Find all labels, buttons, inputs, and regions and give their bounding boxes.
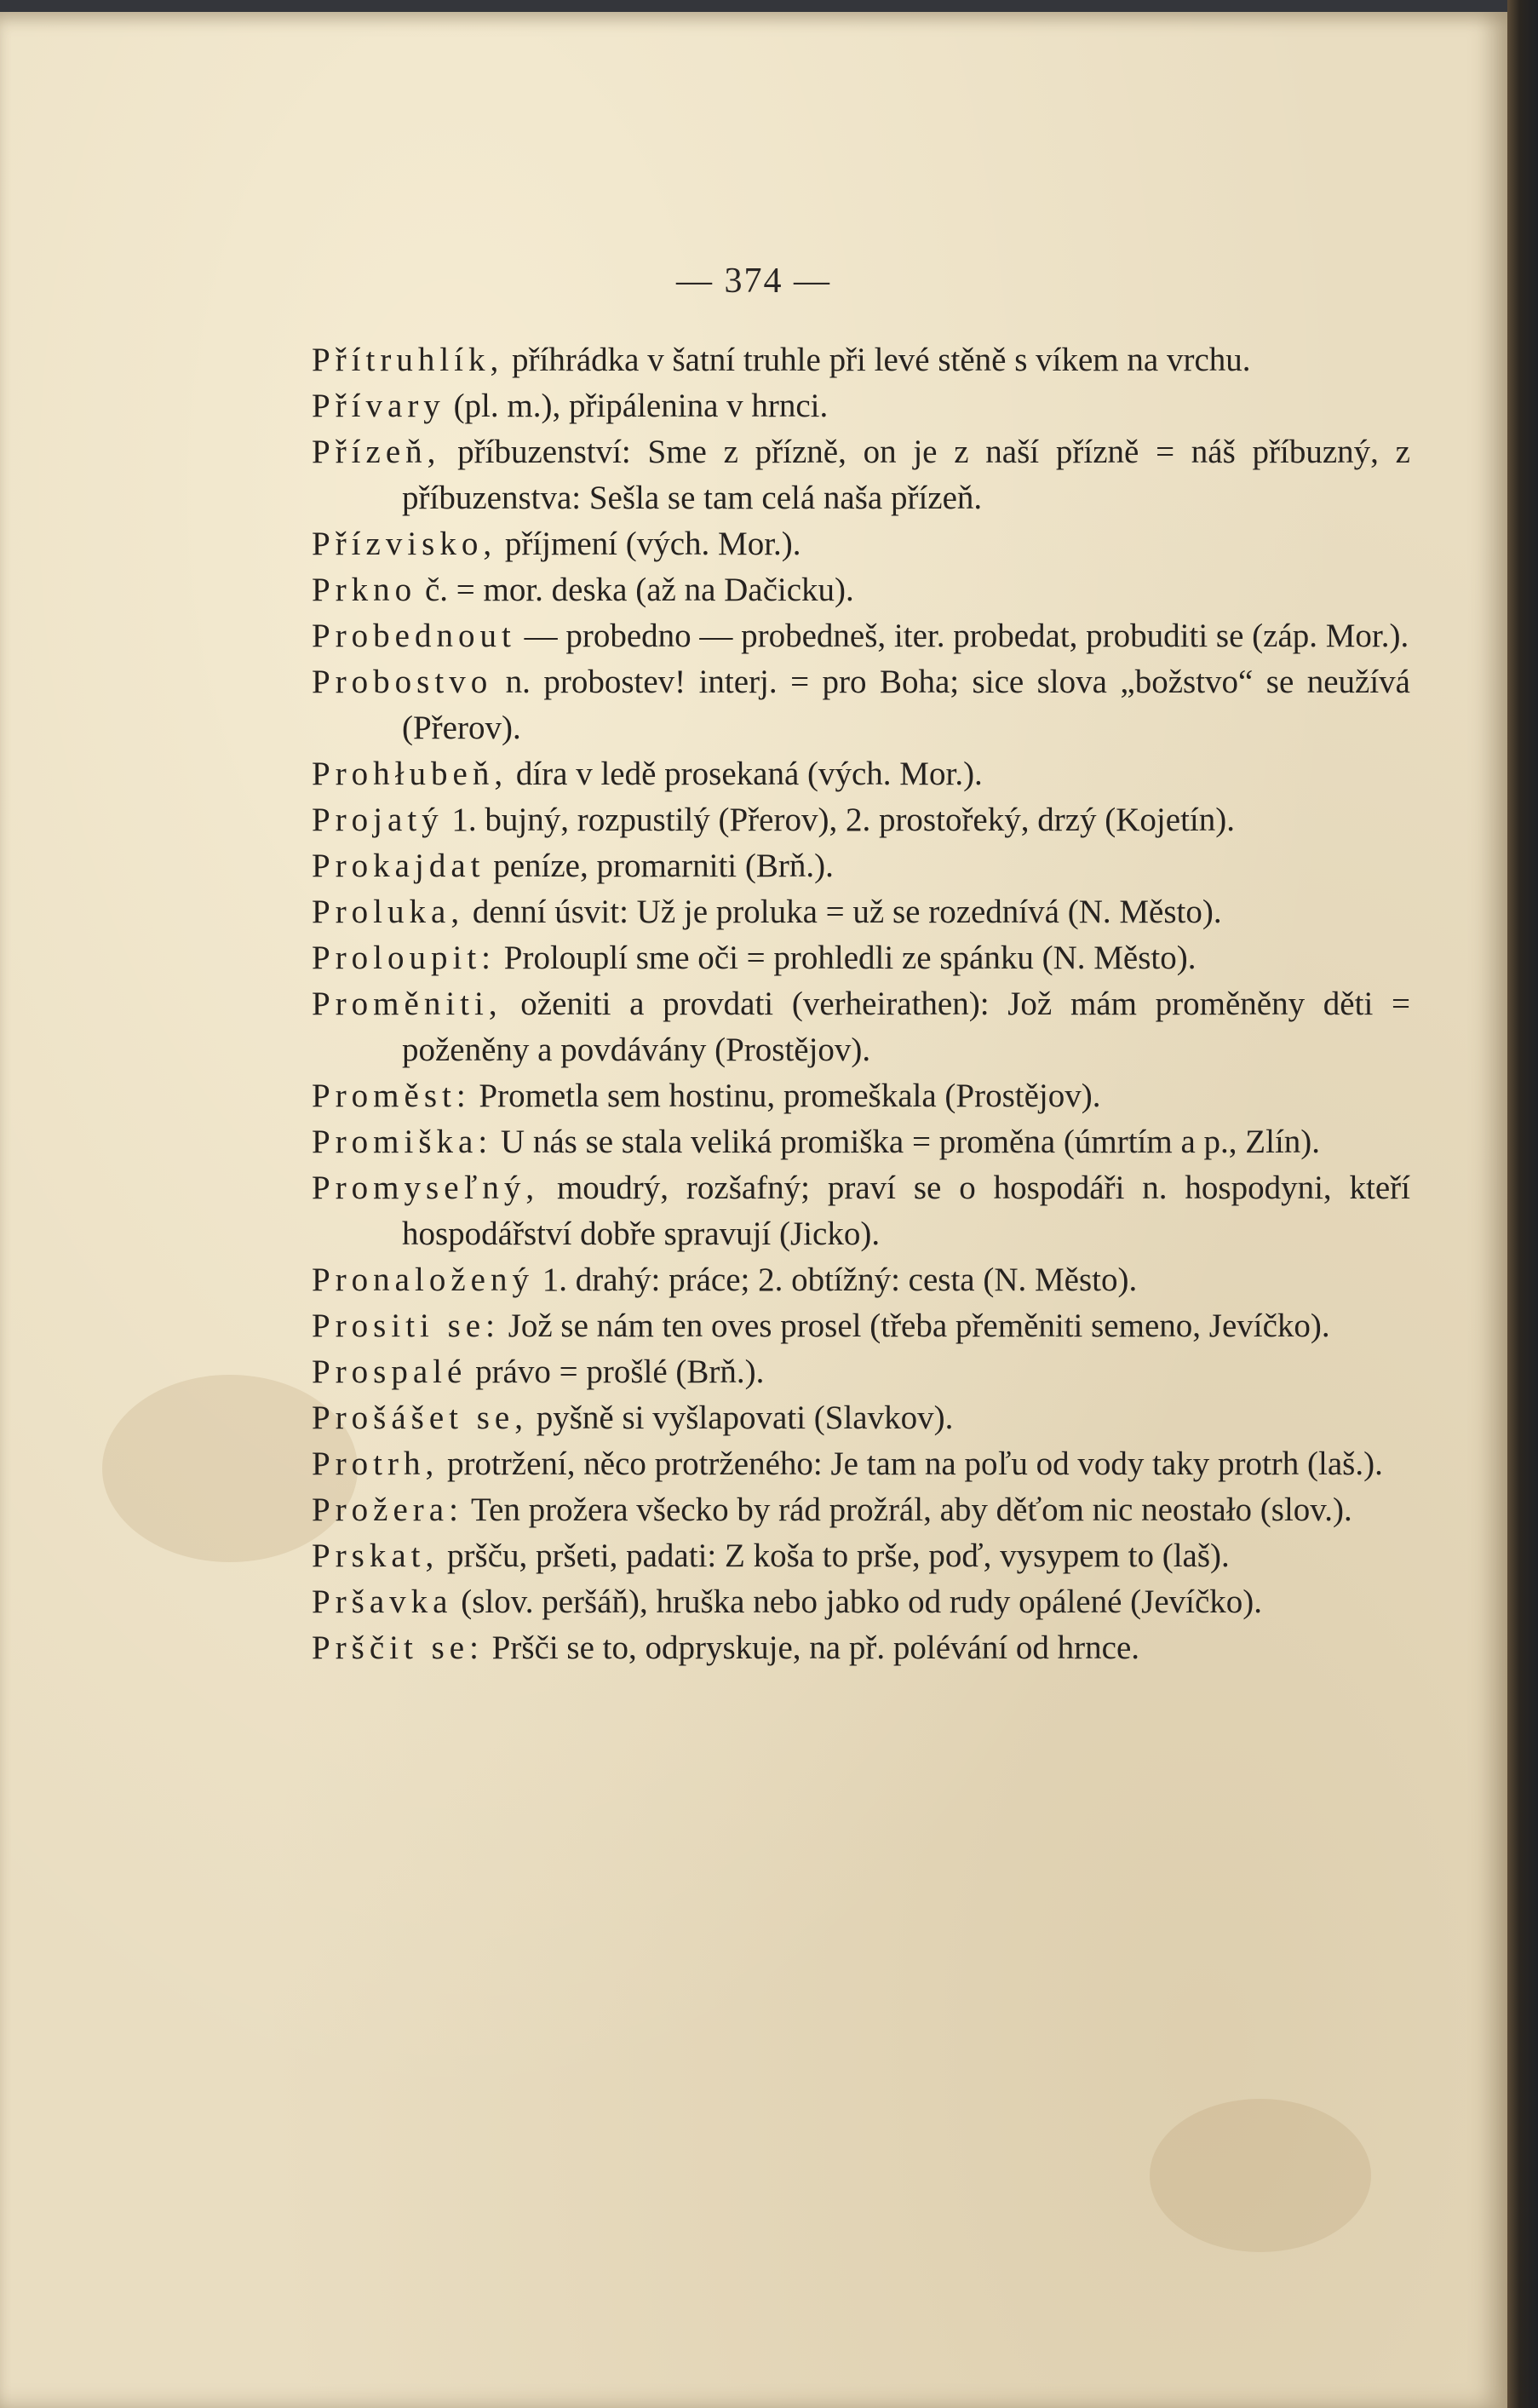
entry-headword: Prskat,: [312, 1537, 439, 1574]
entry-headword: Pronaložený: [312, 1261, 534, 1298]
dictionary-entry: [312, 797, 1410, 843]
entry-headword: Probednout: [312, 618, 516, 654]
entry-definition: č. = mor. deska (až na Dačicku).: [416, 572, 854, 608]
dictionary-entry: [312, 843, 1410, 889]
entry-headword: Probostvo: [312, 664, 493, 700]
dictionary-entry: [312, 1349, 1410, 1395]
entry-headword: Projatý: [312, 802, 444, 838]
dictionary-entry: [312, 751, 1410, 797]
entry-definition: právo = prošlé (Brň.).: [467, 1353, 765, 1390]
entry-definition: denní úsvit: Už je proluka = už se rozednívá (N. Město).: [464, 894, 1222, 930]
entry-definition: příhrádka v šatní truhle při levé stěně s víkem na vrchu.: [503, 342, 1251, 378]
dictionary-entry: [312, 1073, 1410, 1119]
entry-headword: Pršavka: [312, 1583, 453, 1620]
dictionary-entries: [312, 337, 1410, 1671]
entry-headword: Prkno: [312, 572, 417, 608]
entry-definition: (slov. peršáň), hruška nebo jabko od rudy opálené (Jevíčko).: [452, 1583, 1263, 1620]
dictionary-entry: [312, 889, 1410, 935]
entry-definition: pršču, pršeti, padati: Z koša to prše, poď, vysypem to (laš).: [439, 1537, 1230, 1574]
dictionary-entry: [312, 613, 1410, 659]
entry-definition: — probedno — probedneš, iter. probedat, probuditi se (záp. Mor.).: [515, 618, 1409, 654]
dictionary-entry: [312, 981, 1410, 1073]
entry-definition: příjmení (vých. Mor.).: [496, 526, 801, 562]
entry-headword: Protrh,: [312, 1445, 439, 1482]
dictionary-entry: [312, 567, 1410, 613]
entry-headword: Proměniti,: [312, 986, 502, 1022]
dictionary-entry: [312, 1257, 1410, 1303]
dictionary-entry: [312, 1395, 1410, 1441]
entry-definition: n. probostev! interj. = pro Boha; sice slova „božstvo“ se neužívá (Přerov).: [402, 664, 1410, 746]
entry-headword: Přítruhlík,: [312, 342, 504, 378]
entry-definition: moudrý, rozšafný; praví se o hospodáři n. hospodyni, kteří hospodářství dobře spravují (Jicko).: [402, 1170, 1410, 1252]
dictionary-entry: [312, 1119, 1410, 1165]
entry-definition: Jož se nám ten oves prosel (třeba přeměniti semeno, Jevíčko).: [499, 1307, 1330, 1344]
dictionary-entry: [312, 1165, 1410, 1257]
dictionary-entry: [312, 337, 1410, 383]
entry-definition: (pl. m.), připálenina v hrnci.: [445, 388, 829, 424]
entry-definition: Prometla sem hostinu, promeškala (Prostějov).: [470, 1078, 1101, 1114]
entry-definition: Ten prožera všecko by rád prožrál, aby děťom nic neostało (slov.).: [462, 1491, 1352, 1528]
entry-definition: 1. bujný, rozpustilý (Přerov), 2. prostořeký, drzý (Kojetín).: [443, 802, 1235, 838]
entry-definition: Prolouplí sme oči = prohledli ze spánku (N. Město).: [496, 940, 1197, 976]
entry-headword: Prščit se:: [312, 1629, 484, 1666]
entry-headword: Prositi se:: [312, 1307, 500, 1344]
entry-headword: Přízeň,: [312, 434, 441, 470]
entry-headword: Promyseľný,: [312, 1170, 540, 1206]
page-edge: [1507, 0, 1538, 2408]
paper-stain: [1150, 2099, 1371, 2252]
entry-headword: Prošášet se,: [312, 1399, 528, 1436]
entry-headword: Proměst:: [312, 1078, 471, 1114]
entry-headword: Prožera:: [312, 1491, 463, 1528]
entry-definition: díra v ledě prosekaná (vých. Mor.).: [508, 756, 983, 792]
entry-headword: Proloupit:: [312, 940, 496, 976]
dictionary-entry: [312, 383, 1410, 429]
dictionary-entry: [312, 1533, 1410, 1579]
dictionary-entry: [312, 1487, 1410, 1533]
entry-definition: protržení, něco protrženého: Je tam na poľu od vody taky protrh (laš.).: [439, 1445, 1383, 1482]
entry-headword: Proluka,: [312, 894, 465, 930]
dictionary-entry: [312, 521, 1410, 567]
entry-headword: Přívary: [312, 388, 445, 424]
entry-definition: peníze, promarniti (Brň.).: [485, 848, 834, 884]
dictionary-entry: [312, 1579, 1410, 1625]
entry-definition: příbuzenství: Sme z přízně, on je z naší přízně = náš příbuzný, z příbuzenstva: Sešla se tam celá naša přízeň.: [402, 434, 1410, 516]
entry-definition: 1. drahý: práce; 2. obtížný: cesta (N. Město).: [533, 1261, 1138, 1298]
entry-definition: Pršči se to, odpryskuje, na př. polévání od hrnce.: [483, 1629, 1140, 1666]
dictionary-entry: [312, 1303, 1410, 1349]
dictionary-entry: [312, 1625, 1410, 1671]
dictionary-entry: [312, 1441, 1410, 1487]
entry-definition: pyšně si vyšlapovati (Slavkov).: [527, 1399, 954, 1436]
dictionary-entry: [312, 935, 1410, 981]
entry-headword: Prospalé: [312, 1353, 468, 1390]
page-number: — 374 —: [676, 261, 831, 301]
dictionary-entry: [312, 429, 1410, 521]
entry-headword: Promiška:: [312, 1124, 493, 1160]
entry-definition: oženiti a provdati (verheirathen): Jož mám proměněny děti = poženěny a povdávány (Prostějov).: [402, 986, 1410, 1068]
entry-headword: Prokajdat: [312, 848, 485, 884]
entry-headword: Přízvisko,: [312, 526, 497, 562]
entry-headword: Prohłubeň,: [312, 756, 508, 792]
dictionary-entry: [312, 659, 1410, 751]
entry-definition: U nás se stala veliká promiška = proměna (úmrtím a p., Zlín).: [492, 1124, 1321, 1160]
